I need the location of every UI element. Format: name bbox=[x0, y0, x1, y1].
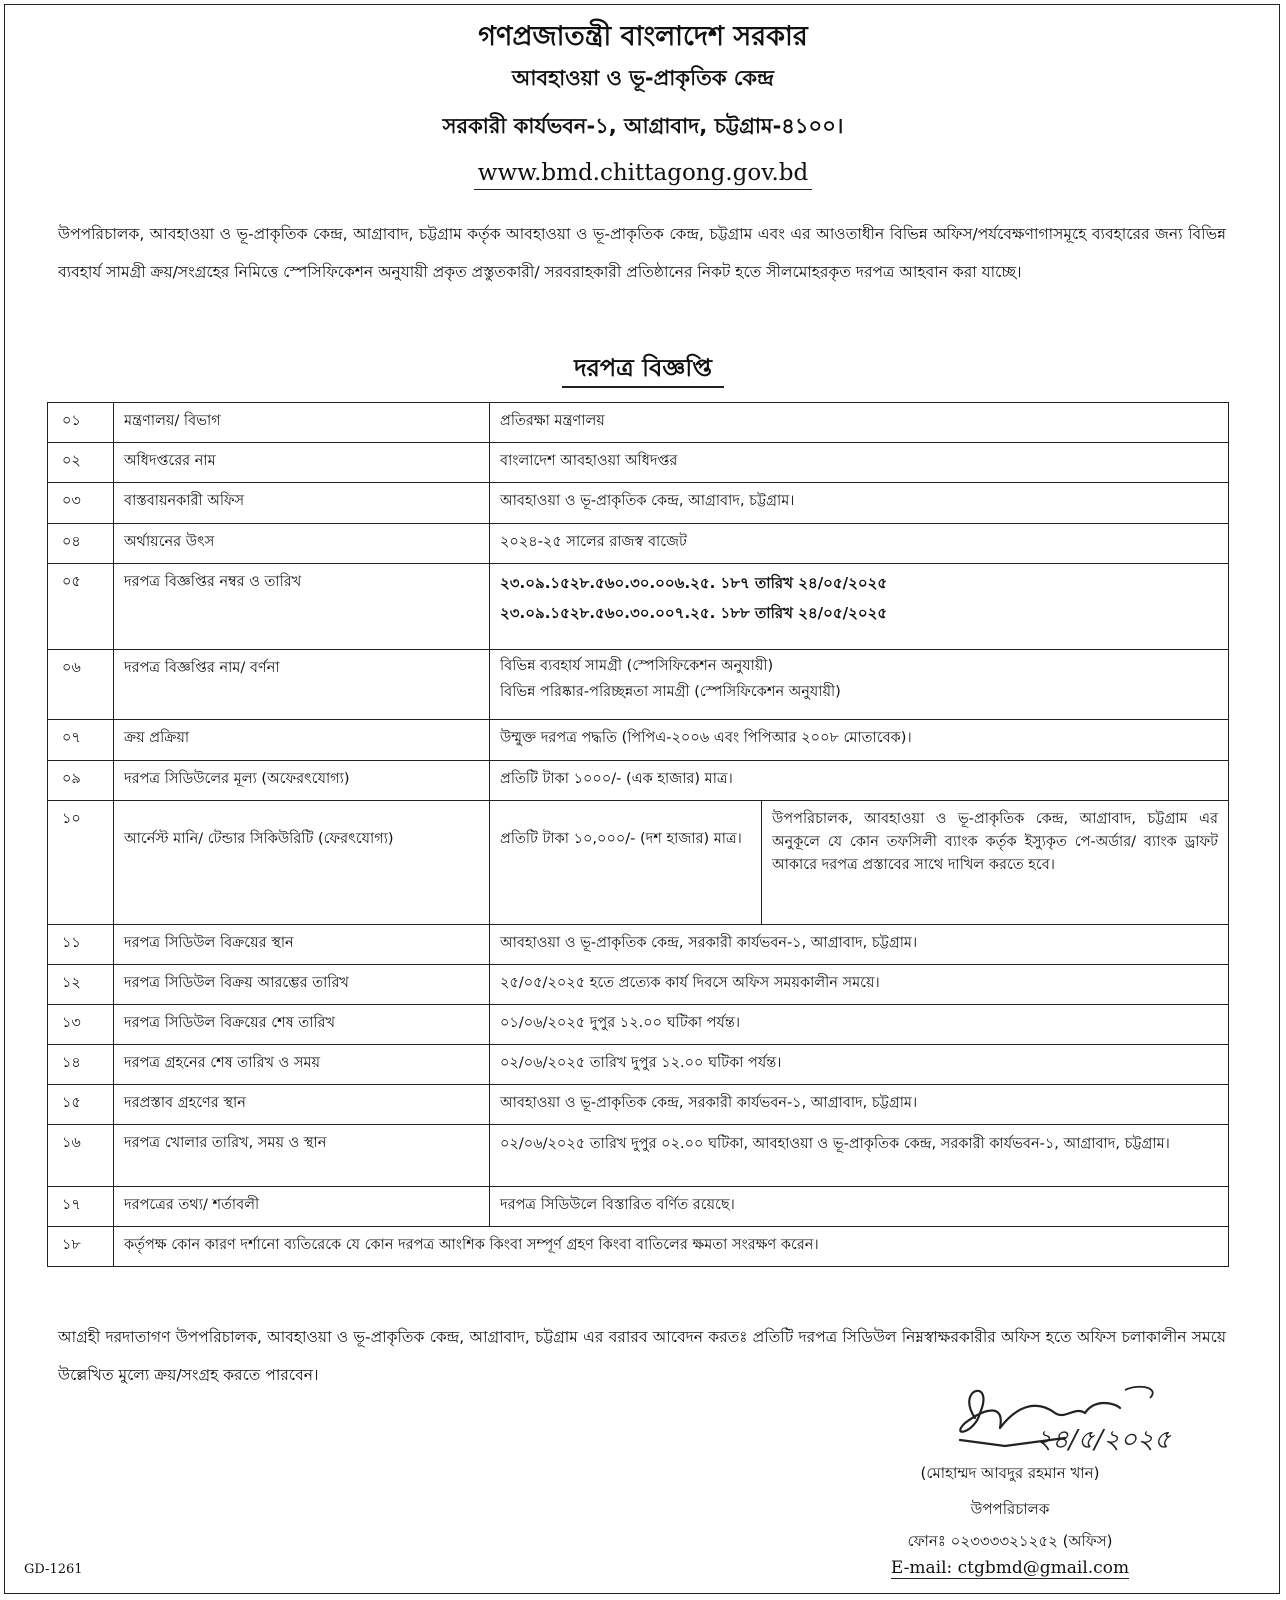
row-serial: ০৫ bbox=[48, 564, 114, 650]
memo-numbers bbox=[490, 564, 1229, 650]
table-row bbox=[48, 761, 1229, 801]
office-heading: আবহাওয়া ও ভূ-প্রাকৃতিক কেন্দ্র bbox=[511, 66, 775, 90]
office-phone: ফোনঃ ০২৩৩৩৩২১২৫২ (অফিস) bbox=[907, 1532, 1113, 1550]
row-serial: ০৬ bbox=[48, 650, 114, 720]
row-label: দরপত্র সিডিউল বিক্রয়ের শেষ তারিখ bbox=[114, 1005, 490, 1045]
row-serial: ১০ bbox=[48, 801, 114, 925]
item-description: বিভিন্ন ব্যবহার্য সামগ্রী (স্পেসিফিকেশন অনুযায়ী) bbox=[500, 658, 774, 674]
table-row bbox=[48, 1125, 1229, 1187]
table-row bbox=[48, 1227, 1229, 1267]
security-deposit-note: উপপরিচালক, আবহাওয়া ও ভূ-প্রাকৃতিক কেন্দ্র, আগ্রাবাদ, চট্টগ্রাম এর অনুকূলে যে কোন তফসিলী ব্যাংক কর্তৃক ইস্যুকৃত পে-অর্ডার/ ব্যাংক ড্রাফট আকারে দরপত্র প্রস্তাবের সাথে দাখিল করতে হবে। bbox=[762, 801, 1229, 925]
row-serial: ১৭ bbox=[48, 1187, 114, 1227]
table-row bbox=[48, 1045, 1229, 1085]
row-serial: ১৮ bbox=[48, 1227, 114, 1267]
row-serial: ০৯ bbox=[48, 761, 114, 801]
row-value: আবহাওয়া ও ভূ-প্রাকৃতিক কেন্দ্র, সরকারী কার্যভবন-১, আগ্রাবাদ, চট্টগ্রাম। bbox=[490, 925, 1229, 965]
row-value: কর্তৃপক্ষ কোন কারণ দর্শানো ব্যতিরেকে যে কোন দরপত্র আংশিক কিংবা সম্পূর্ণ গ্রহণ কিংবা বাতিলের ক্ষমতা সংরক্ষণ করেন। bbox=[114, 1227, 1229, 1267]
row-serial: ১৪ bbox=[48, 1045, 114, 1085]
row-serial: ০৪ bbox=[48, 524, 114, 564]
row-label: দরপত্র সিডিউলের মূল্য (অফেরৎযোগ্য) bbox=[114, 761, 490, 801]
signatory-name: (মোহাম্মদ আবদুর রহমান খান) bbox=[920, 1464, 1100, 1482]
row-label: দরপত্র সিডিউল বিক্রয় আরম্ভের তারিখ bbox=[114, 965, 490, 1005]
memo-number-line: ২৩.০৯.১৫২৮.৫৬০.৩০.০০৭.২৫. ১৮৮ তারিখ ২৪/০৫/২০২৫ bbox=[500, 604, 888, 622]
row-label: দরপত্র খোলার তারিখ, সময় ও স্থান bbox=[114, 1125, 490, 1187]
row-serial: ০২ bbox=[48, 443, 114, 483]
row-serial: ০৭ bbox=[48, 720, 114, 761]
row-serial: ০৩ bbox=[48, 483, 114, 524]
table-row bbox=[48, 403, 1229, 443]
row-value: বাংলাদেশ আবহাওয়া অধিদপ্তর bbox=[490, 443, 1229, 483]
table-row bbox=[48, 965, 1229, 1005]
office-email[interactable] bbox=[860, 1558, 1160, 1578]
notice-title bbox=[0, 350, 1286, 390]
row-label: আর্নেস্ট মানি/ টেন্ডার সিকিউরিটি (ফেরৎযোগ্য) bbox=[114, 801, 490, 925]
row-label: দরপত্র বিজ্ঞপ্তির নাম/ বর্ণনা bbox=[114, 650, 490, 720]
row-value: আবহাওয়া ও ভূ-প্রাকৃতিক কেন্দ্র, সরকারী কার্যভবন-১, আগ্রাবাদ, চট্টগ্রাম। bbox=[490, 1085, 1229, 1125]
row-serial: ০১ bbox=[48, 403, 114, 443]
signature-date: ২৪/৫/২০২৫ bbox=[1035, 1425, 1171, 1455]
row-serial: ১৩ bbox=[48, 1005, 114, 1045]
signature-image bbox=[945, 1378, 1245, 1458]
table-row bbox=[48, 925, 1229, 965]
item-description: বিভিন্ন পরিষ্কার-পরিচ্ছন্নতা সামগ্রী (স্পেসিফিকেশন অনুযায়ী) bbox=[500, 684, 841, 700]
table-row bbox=[48, 1005, 1229, 1045]
row-serial: ১২ bbox=[48, 965, 114, 1005]
table-row bbox=[48, 1187, 1229, 1227]
intro-paragraph: উপপরিচালক, আবহাওয়া ও ভূ-প্রাকৃতিক কেন্দ্র, আগ্রাবাদ, চট্টগ্রাম কর্তৃক আবহাওয়া ও ভূ-প্রাকৃতিক কেন্দ্র, চট্টগ্রাম এবং এর আওতাধীন বিভিন্ন অফিস/পর্যবেক্ষণাগাসমূহে ব্যবহারের জন্য বিভিন্ন ব্যবহার্য সামগ্রী ক্রয়/সংগ্রহের নিমিত্তে স্পেসিফিকেশন অনুযায়ী প্রকৃত প্রস্তুতকারী/ সরবরাহকারী প্রতিষ্ঠানের নিকট হতে সীলমোহরকৃত দরপত্র আহবান করা যাচ্ছে। bbox=[58, 225, 1226, 281]
row-value: ২৫/০৫/২০২৫ হতে প্রত্যেক কার্য দিবসে অফিস সময়কালীন সময়ে। bbox=[490, 965, 1229, 1005]
row-value: প্রতিরক্ষা মন্ত্রণালয় bbox=[490, 403, 1229, 443]
government-heading: গণপ্রজাতন্ত্রী বাংলাদেশ সরকার bbox=[478, 21, 808, 52]
row-value: ০২/০৬/২০২৫ তারিখ দুপুর ১২.০০ ঘটিকা পর্যন্ত। bbox=[490, 1045, 1229, 1085]
row-serial: ১৬ bbox=[48, 1125, 114, 1187]
notice-title-text: দরপত্র বিজ্ঞপ্তি bbox=[562, 354, 724, 388]
office-email-text[interactable]: E-mail: ctgbmd@gmail.com bbox=[890, 1558, 1130, 1578]
memo-number-line: ২৩.০৯.১৫২৮.৫৬০.৩০.০০৬.২৫. ১৮৭ তারিখ ২৪/০৫/২০২৫ bbox=[500, 574, 888, 592]
closing-paragraph: আগ্রহী দরদাতাগণ উপপরিচালক, আবহাওয়া ও ভূ-প্রাকৃতিক কেন্দ্র, আগ্রাবাদ, চট্টগ্রাম এর বরারব আবেদন করতঃ প্রতিটি দরপত্র সিডিউল নিম্নস্বাক্ষরকারীর অফিস হতে অফিস চলাকালীন সময়ে উল্লেখিত মুল্যে ক্রয়/সংগ্রহ করতে পারবেন। bbox=[58, 1328, 1226, 1384]
row-label: মন্ত্রণালয়/ বিভাগ bbox=[114, 403, 490, 443]
table-row bbox=[48, 650, 1229, 720]
table-row bbox=[48, 524, 1229, 564]
table-row bbox=[48, 801, 1229, 925]
row-value: আবহাওয়া ও ভূ-প্রাকৃতিক কেন্দ্র, আগ্রাবাদ, চট্টগ্রাম। bbox=[490, 483, 1229, 524]
website-link[interactable] bbox=[0, 160, 1286, 186]
row-serial: ১৫ bbox=[48, 1085, 114, 1125]
row-serial: ১১ bbox=[48, 925, 114, 965]
row-value: দরপত্র সিডিউলে বিস্তারিত বর্ণিত রয়েছে। bbox=[490, 1187, 1229, 1227]
row-label: দরপত্রের তথ্য/ শর্তাবলী bbox=[114, 1187, 490, 1227]
table-row bbox=[48, 564, 1229, 650]
row-value: প্রতিটি টাকা ১০০০/- (এক হাজার) মাত্র। bbox=[490, 761, 1229, 801]
row-label: বাস্তবায়নকারী অফিস bbox=[114, 483, 490, 524]
office-address: সরকারী কার্যভবন-১, আগ্রাবাদ, চট্টগ্রাম-৪১০০। bbox=[442, 114, 844, 138]
row-label: অর্থায়নের উৎস bbox=[114, 524, 490, 564]
table-row bbox=[48, 483, 1229, 524]
row-label: দরপত্র গ্রহনের শেষ তারিখ ও সময় bbox=[114, 1045, 490, 1085]
tender-info-table bbox=[47, 402, 1229, 1267]
row-value: ০১/০৬/২০২৫ দুপুর ১২.০০ ঘটিকা পর্যন্ত। bbox=[490, 1005, 1229, 1045]
security-amount: প্রতিটি টাকা ১০,০০০/- (দশ হাজার) মাত্র। bbox=[490, 801, 762, 925]
row-label: দরপত্র সিডিউল বিক্রয়ের স্থান bbox=[114, 925, 490, 965]
row-label: ক্রয় প্রক্রিয়া bbox=[114, 720, 490, 761]
row-label: দরপত্র বিজ্ঞপ্তির নম্বর ও তারিখ bbox=[114, 564, 490, 650]
table-row bbox=[48, 1085, 1229, 1125]
document-code: GD-1261 bbox=[24, 1562, 83, 1577]
row-value: ০২/০৬/২০২৫ তারিখ দুপুর ০২.০০ ঘটিকা, আবহাওয়া ও ভূ-প্রাকৃতিক কেন্দ্র, সরকারী কার্যভবন-১, আগ্রাবাদ, চট্টগ্রাম। bbox=[490, 1125, 1229, 1187]
row-value bbox=[490, 650, 1229, 720]
row-value: উম্মুক্ত দরপত্র পদ্ধতি (পিপিএ-২০০৬ এবং পিপিআর ২০০৮ মোতাবেক)। bbox=[490, 720, 1229, 761]
signatory-designation: উপপরিচালক bbox=[970, 1500, 1050, 1518]
table-row bbox=[48, 443, 1229, 483]
table-row bbox=[48, 720, 1229, 761]
row-label: অধিদপ্তরের নাম bbox=[114, 443, 490, 483]
website-text[interactable]: www.bmd.chittagong.gov.bd bbox=[474, 160, 812, 190]
row-value: ২০২৪-২৫ সালের রাজস্ব বাজেট bbox=[490, 524, 1229, 564]
row-label: দরপ্রস্তাব গ্রহণের স্থান bbox=[114, 1085, 490, 1125]
